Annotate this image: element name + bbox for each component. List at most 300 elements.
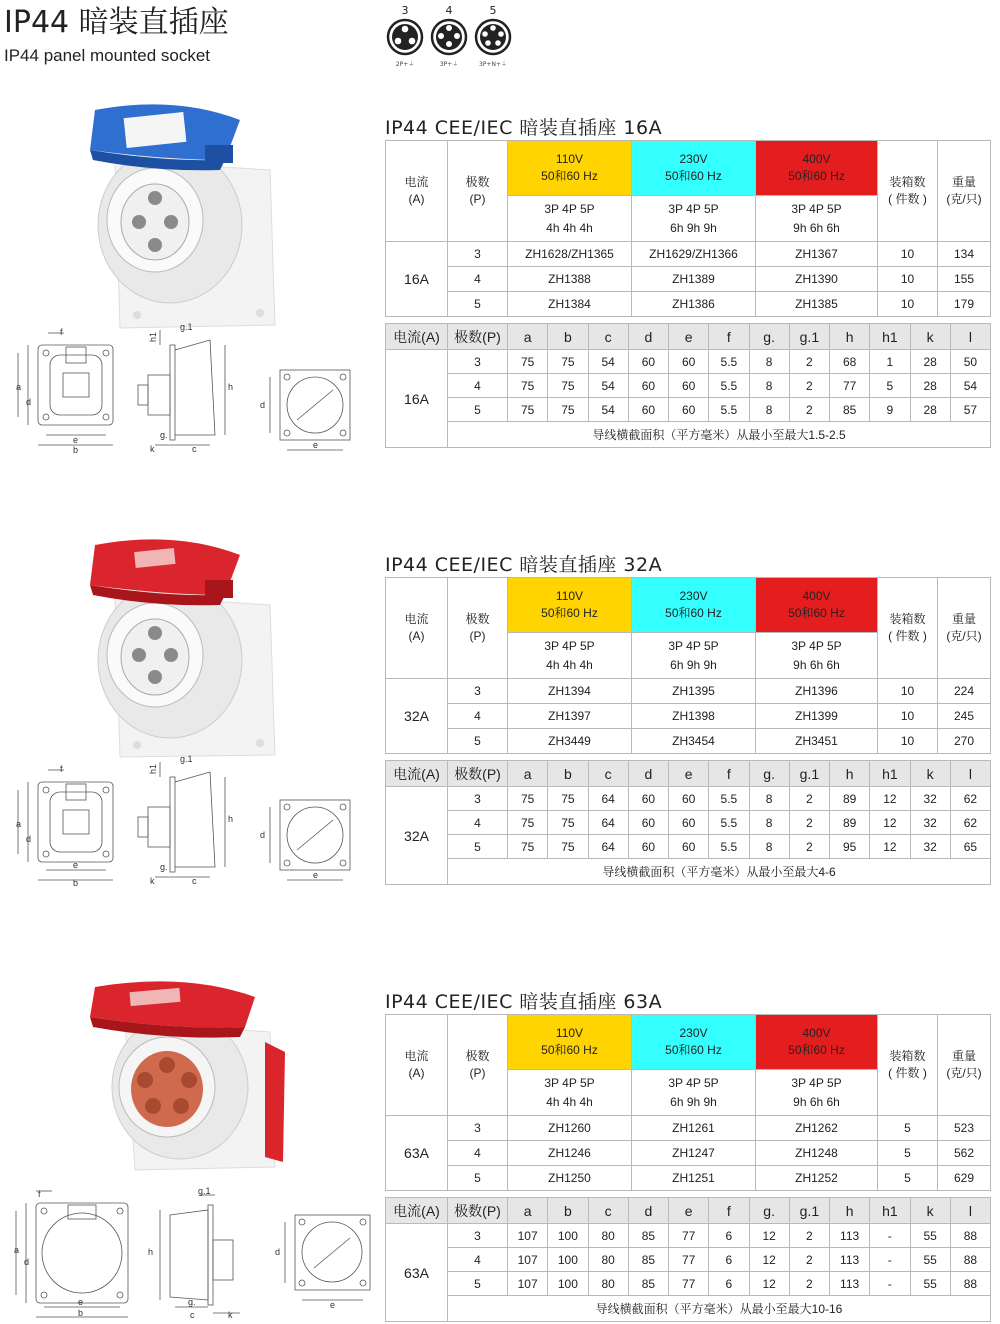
- table-cell: 107: [508, 1224, 548, 1248]
- table-row: [386, 1224, 991, 1248]
- table-cell: 100: [548, 1248, 588, 1272]
- table-cell: 95: [830, 835, 870, 859]
- table-cell: 9: [870, 398, 910, 422]
- side-view-16a-drawing: [130, 320, 245, 455]
- table-cell: ZH1395: [632, 679, 756, 704]
- table-cell: 75: [508, 398, 548, 422]
- text: 3P 4P 5P: [791, 638, 842, 653]
- table-cell: ZH1260: [508, 1116, 632, 1141]
- text: 4h 4h 4h: [546, 1094, 593, 1109]
- text: 110V: [555, 1026, 584, 1040]
- pin-diagram-5: 5 3P+N+⏚: [473, 5, 513, 69]
- table-cell: 电流(A): [386, 1198, 448, 1224]
- drawing-label: b: [73, 445, 79, 455]
- table-cell: ZH3451: [756, 729, 878, 754]
- table-cell: [508, 578, 632, 633]
- table-cell: 5: [448, 292, 508, 317]
- table-row: [386, 704, 991, 729]
- text: 400V: [802, 1026, 831, 1040]
- table-cell: 5: [448, 1272, 508, 1296]
- drawing-label: d: [26, 834, 32, 844]
- drawing-label: h: [148, 1247, 154, 1257]
- table-cell: ZH3454: [632, 729, 756, 754]
- table-cell: 3: [448, 1224, 508, 1248]
- text: 50和60 Hz: [788, 606, 845, 620]
- table-cell: [878, 578, 938, 679]
- cross-section-note: 导线横截面积（平方毫米）从最小至最大10-16: [448, 1296, 991, 1322]
- text: 400V: [802, 589, 831, 603]
- table-cell: [508, 633, 632, 679]
- table-cell: 107: [508, 1272, 548, 1296]
- table-row: [386, 811, 991, 835]
- drawing-label: k: [150, 876, 155, 886]
- table-cell: 8: [749, 835, 789, 859]
- table-cell: c: [588, 324, 628, 350]
- text: 电流: [404, 1049, 429, 1063]
- table-row: [386, 1141, 991, 1166]
- table-cell: d: [628, 1198, 668, 1224]
- drawing-label: g.1: [180, 322, 193, 332]
- text: 极数: [465, 1049, 490, 1063]
- table-cell: 4: [448, 374, 508, 398]
- table-cell: 54: [588, 398, 628, 422]
- cutout-32a-drawing: [255, 795, 365, 890]
- table-cell: 32: [910, 835, 950, 859]
- model-table-32a: [385, 577, 991, 754]
- table-cell: h: [830, 1198, 870, 1224]
- table-cell: 10: [878, 729, 938, 754]
- text: (克/只): [946, 629, 982, 643]
- drawing-label: g.: [160, 862, 168, 872]
- text: 重量: [951, 175, 976, 189]
- table-cell: 85: [628, 1224, 668, 1248]
- table-cell: 60: [669, 811, 709, 835]
- table-cell: f: [709, 1198, 749, 1224]
- table-cell: 562: [938, 1141, 991, 1166]
- table-cell: 54: [588, 350, 628, 374]
- table-cell: 80: [588, 1272, 628, 1296]
- table-cell: 电流(A): [386, 761, 448, 787]
- table-cell: 75: [508, 350, 548, 374]
- table-cell: 5.5: [709, 398, 749, 422]
- text: 装箱数: [889, 175, 926, 189]
- text: (P): [469, 1066, 486, 1080]
- table-cell: 12: [870, 835, 910, 859]
- table-cell: ZH1629/ZH1366: [632, 242, 756, 267]
- table-cell: 179: [938, 292, 991, 317]
- text: 110V: [555, 152, 584, 166]
- table-cell: 64: [588, 787, 628, 811]
- text: 3P 4P 5P: [791, 1075, 842, 1090]
- text: 50和60 Hz: [665, 169, 722, 183]
- table-cell: ZH1398: [632, 704, 756, 729]
- table-cell: 4: [448, 1248, 508, 1272]
- table-cell: 134: [938, 242, 991, 267]
- text: (P): [469, 192, 486, 206]
- text: 装箱数: [889, 612, 926, 626]
- table-cell: [632, 141, 756, 196]
- drawing-label: g.: [188, 1297, 196, 1307]
- table-cell: 64: [588, 835, 628, 859]
- table-cell: 62: [950, 811, 990, 835]
- table-cell: 12: [870, 787, 910, 811]
- table-cell: g.1: [789, 1198, 829, 1224]
- table-cell: [632, 1015, 756, 1070]
- table-cell: 68: [830, 350, 870, 374]
- table-cell: g.1: [789, 761, 829, 787]
- text: 重量: [951, 1049, 976, 1063]
- text: 3P 4P 5P: [668, 638, 719, 653]
- cross-section-note: 导线横截面积（平方毫米）从最小至最大1.5-2.5: [448, 422, 991, 448]
- table-cell: k: [910, 324, 950, 350]
- table-cell: 10: [878, 242, 938, 267]
- page-subtitle: IP44 panel mounted socket: [4, 46, 211, 65]
- table-cell: ZH1399: [756, 704, 878, 729]
- table-cell: 65: [950, 835, 990, 859]
- table-cell: 1: [870, 350, 910, 374]
- table-cell: h1: [870, 324, 910, 350]
- drawing-label: d: [275, 1247, 281, 1257]
- section-title-32a: IP44 CEE/IEC 暗装直插座 32A: [385, 554, 663, 576]
- table-row: [386, 1116, 991, 1141]
- table-cell: 2: [789, 1272, 829, 1296]
- table-cell: -: [870, 1248, 910, 1272]
- text: 50和60 Hz: [788, 1043, 845, 1057]
- table-cell: ZH1628/ZH1365: [508, 242, 632, 267]
- table-cell: 8: [749, 398, 789, 422]
- table-cell: [878, 1015, 938, 1116]
- table-cell: ZH1386: [632, 292, 756, 317]
- front-view-16a-drawing: [8, 325, 123, 455]
- table-cell: 5.5: [709, 350, 749, 374]
- table-row: [386, 292, 991, 317]
- table-cell: 3: [448, 1116, 508, 1141]
- table-cell: 5.5: [709, 374, 749, 398]
- table-cell: 2: [789, 350, 829, 374]
- table-cell: 85: [628, 1272, 668, 1296]
- table-cell: [878, 141, 938, 242]
- table-cell: 5: [878, 1166, 938, 1191]
- table-cell: 8: [749, 811, 789, 835]
- table-cell: 64: [588, 811, 628, 835]
- drawing-label: c: [192, 444, 197, 454]
- table-row: [386, 729, 991, 754]
- drawing-label: e: [313, 440, 319, 450]
- table-cell: 5.5: [709, 787, 749, 811]
- table-cell: [508, 141, 632, 196]
- table-cell: 2: [789, 374, 829, 398]
- table-cell: [632, 633, 756, 679]
- table-cell: b: [548, 1198, 588, 1224]
- table-cell: 89: [830, 787, 870, 811]
- text: (P): [469, 629, 486, 643]
- table-cell: 100: [548, 1272, 588, 1296]
- drawing-label: g.1: [198, 1186, 211, 1196]
- text: (A): [408, 192, 425, 206]
- table-cell: l: [950, 761, 990, 787]
- table-cell: 5.5: [709, 811, 749, 835]
- table-cell: 5: [448, 729, 508, 754]
- table-cell: 8: [749, 350, 789, 374]
- table-cell: 5: [870, 374, 910, 398]
- table-cell: 6: [709, 1248, 749, 1272]
- table-cell: b: [548, 761, 588, 787]
- table-cell: 224: [938, 679, 991, 704]
- section-title-63a: IP44 CEE/IEC 暗装直插座 63A: [385, 991, 663, 1013]
- text: (A): [408, 629, 425, 643]
- table-cell: [632, 196, 756, 242]
- table-cell: 80: [588, 1248, 628, 1272]
- table-cell: 77: [669, 1248, 709, 1272]
- table-cell: 16A: [386, 350, 448, 448]
- table-cell: 75: [508, 835, 548, 859]
- drawing-label: e: [73, 860, 79, 870]
- table-cell: ZH1394: [508, 679, 632, 704]
- table-cell: ZH1396: [756, 679, 878, 704]
- table-cell: k: [910, 1198, 950, 1224]
- table-row: [386, 1272, 991, 1296]
- table-cell: 77: [669, 1272, 709, 1296]
- table-cell: ZH1389: [632, 267, 756, 292]
- table-cell: 12: [749, 1272, 789, 1296]
- drawing-label: h: [228, 814, 234, 824]
- drawing-label: d: [260, 400, 266, 410]
- socket-3pin-icon: [385, 17, 425, 57]
- socket-63a-photo: [85, 972, 290, 1172]
- table-row: [386, 350, 991, 374]
- table-cell: 80: [588, 1224, 628, 1248]
- table-row: [386, 267, 991, 292]
- table-cell: [508, 1015, 632, 1070]
- text: 50和60 Hz: [541, 1043, 598, 1057]
- drawing-label: e: [313, 870, 319, 880]
- table-cell: c: [588, 1198, 628, 1224]
- table-cell: [386, 578, 448, 679]
- table-cell: 50: [950, 350, 990, 374]
- table-row: [386, 398, 991, 422]
- drawing-label: e: [78, 1297, 84, 1307]
- drawing-label: a: [16, 382, 22, 392]
- table-cell: 60: [669, 374, 709, 398]
- table-cell: 75: [548, 350, 588, 374]
- table-cell: d: [628, 324, 668, 350]
- table-cell: -: [870, 1272, 910, 1296]
- table-cell: 5.5: [709, 835, 749, 859]
- table-cell: 62: [950, 787, 990, 811]
- text: 电流: [404, 175, 429, 189]
- drawing-label: a: [16, 819, 22, 829]
- drawing-label: k: [228, 1310, 233, 1320]
- table-cell: 6: [709, 1224, 749, 1248]
- table-cell: 28: [910, 374, 950, 398]
- table-cell: [448, 141, 508, 242]
- text: 50和60 Hz: [665, 1043, 722, 1057]
- table-row: [386, 1166, 991, 1191]
- drawing-label: h1: [148, 763, 158, 774]
- table-cell: ZH1248: [756, 1141, 878, 1166]
- text: 4h 4h 4h: [546, 657, 593, 672]
- table-cell: 12: [749, 1224, 789, 1248]
- table-cell: 88: [950, 1248, 990, 1272]
- table-cell: 极数(P): [448, 1198, 508, 1224]
- table-cell: 2: [789, 398, 829, 422]
- table-cell: ZH1247: [632, 1141, 756, 1166]
- table-cell: d: [628, 761, 668, 787]
- text: 6h 9h 9h: [670, 220, 717, 235]
- table-cell: 16A: [386, 242, 448, 317]
- table-cell: [756, 1070, 878, 1116]
- text: ( 件数 ): [888, 629, 927, 643]
- table-cell: 5: [448, 398, 508, 422]
- table-cell: ZH1384: [508, 292, 632, 317]
- model-table-16a: [385, 140, 991, 317]
- table-cell: 4: [448, 811, 508, 835]
- text: 6h 9h 9h: [670, 1094, 717, 1109]
- table-cell: [386, 141, 448, 242]
- table-cell: ZH3449: [508, 729, 632, 754]
- cross-section-note: 导线横截面积（平方毫米）从最小至最大4-6: [448, 859, 991, 885]
- table-cell: 3: [448, 679, 508, 704]
- table-cell: 60: [628, 787, 668, 811]
- table-cell: 77: [669, 1224, 709, 1248]
- table-cell: ZH1262: [756, 1116, 878, 1141]
- table-cell: [632, 1070, 756, 1116]
- table-cell: 245: [938, 704, 991, 729]
- table-cell: 629: [938, 1166, 991, 1191]
- table-cell: 3: [448, 787, 508, 811]
- table-cell: [386, 1015, 448, 1116]
- text: ( 件数 ): [888, 192, 927, 206]
- text: (克/只): [946, 192, 982, 206]
- table-cell: 32A: [386, 679, 448, 754]
- text: 3P 4P 5P: [544, 201, 595, 216]
- table-cell: 5: [448, 835, 508, 859]
- text: 3P 4P 5P: [668, 1075, 719, 1090]
- table-cell: 10: [878, 679, 938, 704]
- drawing-label: g.: [160, 430, 168, 440]
- section-title-16a: IP44 CEE/IEC 暗装直插座 16A: [385, 117, 663, 139]
- table-cell: a: [508, 1198, 548, 1224]
- table-cell: ZH1251: [632, 1166, 756, 1191]
- text: 9h 6h 6h: [793, 220, 840, 235]
- text: (克/只): [946, 1066, 982, 1080]
- table-cell: e: [669, 324, 709, 350]
- table-cell: ZH1246: [508, 1141, 632, 1166]
- table-cell: 89: [830, 811, 870, 835]
- table-cell: 60: [628, 398, 668, 422]
- table-cell: ZH1261: [632, 1116, 756, 1141]
- table-cell: f: [709, 324, 749, 350]
- drawing-label: f: [38, 1189, 41, 1199]
- table-cell: 523: [938, 1116, 991, 1141]
- table-cell: g.: [749, 1198, 789, 1224]
- table-cell: 107: [508, 1248, 548, 1272]
- table-cell: 3: [448, 242, 508, 267]
- table-cell: ZH1397: [508, 704, 632, 729]
- text: 50和60 Hz: [541, 169, 598, 183]
- table-cell: 28: [910, 350, 950, 374]
- text: ( 件数 ): [888, 1066, 927, 1080]
- drawing-label: b: [78, 1308, 84, 1318]
- table-cell: ZH1388: [508, 267, 632, 292]
- pin-diagram-3: 3 2P+⏚: [385, 5, 425, 69]
- text: 110V: [555, 589, 584, 603]
- table-cell: 极数(P): [448, 761, 508, 787]
- socket-4pin-icon: [429, 17, 469, 57]
- socket-5pin-icon: [473, 17, 513, 57]
- dimension-table-63a: [385, 1197, 991, 1322]
- drawing-label: h1: [148, 331, 158, 342]
- table-cell: 2: [789, 1248, 829, 1272]
- model-table-63a: [385, 1014, 991, 1191]
- table-cell: 55: [910, 1272, 950, 1296]
- table-cell: 60: [669, 835, 709, 859]
- table-cell: 63A: [386, 1116, 448, 1191]
- table-cell: f: [709, 761, 749, 787]
- table-cell: [448, 578, 508, 679]
- table-row: [386, 787, 991, 811]
- table-cell: [756, 633, 878, 679]
- dimension-table-16a: [385, 323, 991, 448]
- table-cell: 8: [749, 787, 789, 811]
- text: 9h 6h 6h: [793, 657, 840, 672]
- drawing-label: c: [192, 876, 197, 886]
- text: 3P 4P 5P: [791, 201, 842, 216]
- table-cell: 8: [749, 374, 789, 398]
- text: 230V: [679, 1026, 708, 1040]
- page-title: IP44 暗装直插座: [4, 5, 229, 40]
- side-view-32a-drawing: [130, 752, 245, 887]
- text: 电流: [404, 612, 429, 626]
- table-cell: 270: [938, 729, 991, 754]
- table-cell: [448, 1015, 508, 1116]
- drawing-label: e: [73, 435, 79, 445]
- cutout-63a-drawing: [270, 1210, 380, 1310]
- table-cell: 75: [508, 374, 548, 398]
- table-cell: [632, 578, 756, 633]
- table-cell: 60: [628, 811, 668, 835]
- table-cell: 75: [548, 811, 588, 835]
- table-cell: 2: [789, 811, 829, 835]
- table-row: [386, 1248, 991, 1272]
- table-cell: 85: [628, 1248, 668, 1272]
- table-cell: 60: [669, 398, 709, 422]
- table-cell: 2: [789, 787, 829, 811]
- table-cell: ZH1250: [508, 1166, 632, 1191]
- drawing-label: c: [190, 1310, 195, 1320]
- table-cell: 5: [878, 1116, 938, 1141]
- drawing-label: a: [14, 1245, 20, 1255]
- table-cell: 85: [830, 398, 870, 422]
- table-cell: ZH1252: [756, 1166, 878, 1191]
- dimension-table-32a: [385, 760, 991, 885]
- table-cell: 60: [669, 350, 709, 374]
- text: 极数: [465, 612, 490, 626]
- table-cell: 55: [910, 1248, 950, 1272]
- drawing-label: f: [60, 764, 63, 774]
- table-cell: 4: [448, 1141, 508, 1166]
- table-cell: 32A: [386, 787, 448, 885]
- table-cell: 113: [830, 1272, 870, 1296]
- text: (A): [408, 1066, 425, 1080]
- table-cell: 75: [508, 787, 548, 811]
- table-cell: g.: [749, 324, 789, 350]
- table-cell: 60: [628, 835, 668, 859]
- table-cell: 55: [910, 1224, 950, 1248]
- side-view-63a-drawing: [140, 1185, 250, 1320]
- drawing-label: h: [228, 382, 234, 392]
- text: 230V: [679, 152, 708, 166]
